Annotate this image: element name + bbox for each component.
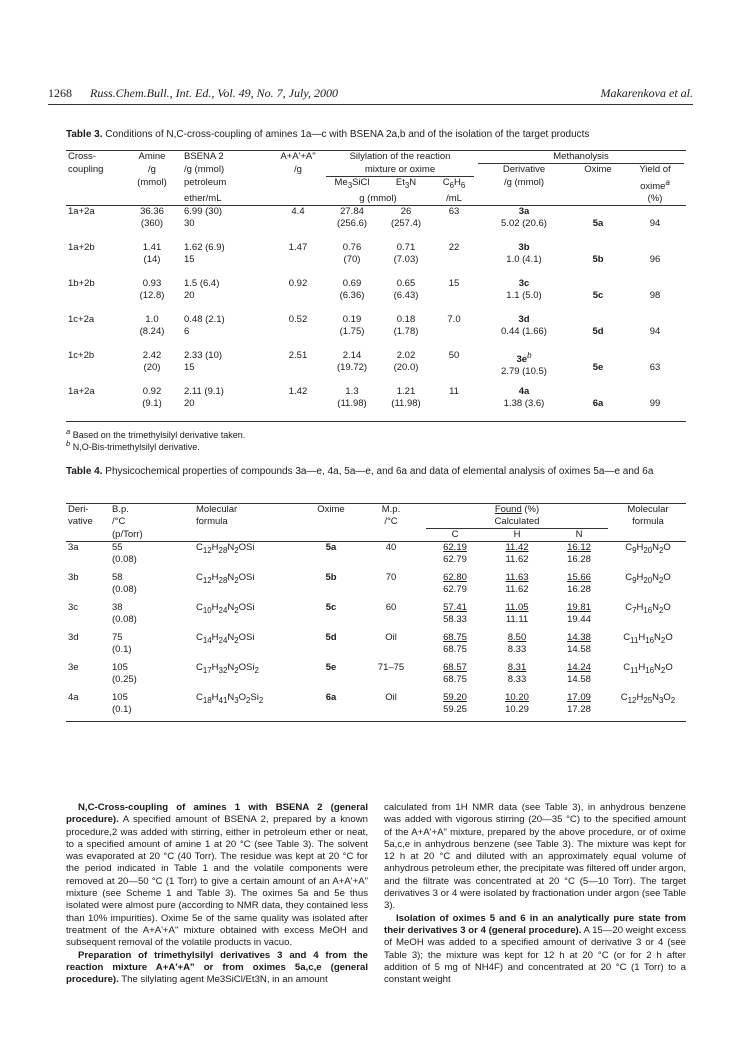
th-yield-3: (%) bbox=[624, 193, 686, 206]
table3-header-row4 bbox=[66, 193, 686, 206]
table4-header-row3 bbox=[66, 529, 686, 542]
th-c6h6: $C_6H_6$ bbox=[442, 177, 466, 190]
th-derivative-2: /g (mmol) bbox=[503, 177, 545, 188]
th-me3sicl: $Me_3SiCl$ bbox=[334, 177, 370, 190]
th-silylation-2: mixture or oxime bbox=[324, 164, 476, 177]
cell4-formula: $C_{12}H_{28}N_2OSi$ bbox=[196, 571, 255, 585]
table4-row bbox=[66, 662, 686, 692]
cell4-formula: $C_{17}H_{32}N_2OSi_2$ bbox=[196, 661, 259, 675]
th4-mp-2: /°C bbox=[384, 516, 398, 527]
cell-amine: 0.93 (12.8) bbox=[139, 277, 165, 301]
cell4-formula: $C_{12}H_{28}N_2OSi$ bbox=[196, 542, 255, 555]
table3-header-row1 bbox=[66, 151, 686, 165]
th-silylation-1: Silylation of the reaction bbox=[324, 151, 476, 165]
cell4-mp: 70 bbox=[385, 571, 397, 583]
cell4-mformula: $C_{11}H_{16}N_2O$ bbox=[623, 631, 673, 645]
th4-mformula-1: Molecular bbox=[610, 504, 686, 517]
cell-et3n: 0.71 (7.03) bbox=[393, 241, 419, 265]
th-yield-1: Yield of bbox=[639, 164, 671, 175]
th4-n: N bbox=[548, 529, 610, 542]
cell4-mp: 60 bbox=[385, 601, 397, 613]
cell-amine: 0.92 (9.1) bbox=[122, 386, 182, 422]
cell-oxime: 5d bbox=[592, 325, 604, 337]
cell4-oxime: 5a bbox=[325, 542, 337, 553]
cell4-n: 19.81 19.44 bbox=[567, 601, 591, 625]
th4-deriv-2: vative bbox=[68, 516, 93, 527]
cell-bsena: 0.48 (2.1) 6 bbox=[184, 313, 225, 337]
cell-me3sicl: 0.19 (1.75) bbox=[339, 313, 365, 337]
text-column-left bbox=[66, 802, 368, 986]
table3-row bbox=[66, 350, 686, 386]
cell-yield: 63 bbox=[649, 361, 661, 373]
table3-label: Table 3. bbox=[66, 129, 103, 140]
cell4-formula: $C_{18}H_{41}N_3O_2Si_2$ bbox=[194, 692, 304, 722]
cell4-h: 11.63 11.62 bbox=[505, 571, 529, 595]
cell-me3sicl: 0.76 (70) bbox=[342, 241, 362, 265]
cell-me3sicl: 2.14 (19.72) bbox=[336, 349, 368, 373]
table4-row bbox=[66, 632, 686, 662]
cell-c6h6: 50 bbox=[448, 349, 460, 361]
paragraph-2: Preparation of trimethylsilyl derivatives 3 and 4 from the reaction mixture A+A'+A" or from oximes 5a,c,e (general procedure). The silylating agent Me3SiCl/Et3N, in an amount bbox=[66, 949, 368, 986]
cell-derivative: 3d 0.44 (1.66) bbox=[501, 313, 547, 337]
cell4-c: 59.20 59.25 bbox=[424, 692, 486, 722]
cell4-oxime: 5e bbox=[325, 661, 337, 673]
cell-aaa: 1.42 bbox=[272, 386, 324, 422]
journal-citation: Russ.Chem.Bull., Int. Ed., Vol. 49, No. 7, July, 2000 bbox=[90, 86, 338, 100]
cell4-bp: 38 (0.08) bbox=[112, 601, 137, 625]
cell4-h: 8.50 8.33 bbox=[507, 631, 527, 655]
cell4-c: 68.75 68.75 bbox=[443, 631, 467, 655]
cell-c6h6: 11 bbox=[432, 386, 476, 422]
table4-caption bbox=[66, 465, 686, 478]
authors: Makarenkova et al. bbox=[600, 86, 693, 100]
cell4-h: 10.20 10.29 bbox=[486, 692, 548, 722]
cell4-c: 62.80 62.79 bbox=[443, 571, 467, 595]
cell-oxime: 6a bbox=[572, 386, 624, 422]
table3-row bbox=[66, 242, 686, 278]
cell-coupling: 1a+2b bbox=[68, 241, 95, 253]
th4-found: Found (%) bbox=[424, 504, 610, 517]
cell-coupling: 1b+2b bbox=[68, 277, 95, 289]
cell4-mformula: $C_9H_{20}N_2O$ bbox=[625, 571, 671, 585]
cell4-n: 14.24 14.58 bbox=[567, 661, 591, 685]
th-et3n: $Et_3N$ bbox=[395, 177, 417, 190]
table4-row bbox=[66, 692, 686, 722]
th-g-mmol: g (mmol) bbox=[324, 193, 432, 206]
th-methanolysis: Methanolysis bbox=[476, 151, 686, 165]
cell4-deriv: 3e bbox=[68, 661, 79, 673]
table3-row bbox=[66, 278, 686, 314]
cell-yield: 99 bbox=[624, 386, 686, 422]
page-number: 1268 bbox=[48, 86, 72, 100]
th4-c: C bbox=[424, 529, 486, 542]
cell4-h: 8.31 8.33 bbox=[507, 661, 527, 685]
table4-body bbox=[66, 542, 686, 722]
cell4-bp: 55 (0.08) bbox=[112, 542, 137, 565]
th4-formula-2: formula bbox=[196, 516, 228, 527]
th4-mp-1: M.p. bbox=[358, 504, 424, 517]
table4-caption-text: Physicochemical properties of compounds 3a—e, 4a, 5a—e, and 6a and data of elemental analysis of oximes 5a—e and 6a bbox=[105, 466, 654, 477]
cell-et3n: 0.18 (1.78) bbox=[393, 313, 419, 337]
cell4-n: 17.09 17.28 bbox=[548, 692, 610, 722]
cell-oxime: 5e bbox=[592, 361, 604, 373]
paragraph-1: N,C-Cross-coupling of amines 1 with BSENA 2 (general procedure). A specified amount of BSENA 2, prepared by a known procedure,2 was added with stirring, either in petroleum ether or neat, to a specified amount of amine 1 at 20 °C (see Table 3). The solvent was evaporated at 20 °C (40 Torr). The residue was kept at 20 °C for the period indicated in Table 1 and the volatile components were removed at 20—50 °C (1 Torr) to give a certain amount of an A+A'+A" mixture (see Scheme 1 and Table 3). The oximes 5a and 5e thus isolated were almost pure (according to NMR data, they contained less than 10% impurities). Oxime 5e of the same quality was isolated after treatment of the A+A'+A" mixture obtained with excess MeOH and subsequent removal of the volatile products in vacuo. bbox=[66, 802, 368, 949]
table4-row bbox=[66, 542, 686, 572]
table3-body bbox=[66, 206, 686, 422]
th-bsena-2: /g (mmol) bbox=[184, 164, 225, 175]
cell-bsena: 2.33 (10) 15 bbox=[184, 349, 223, 373]
cell4-mp: Oil bbox=[385, 631, 397, 643]
cell4-deriv: 3d bbox=[68, 631, 79, 643]
table3-row bbox=[66, 386, 686, 422]
th4-formula-1: Molecular bbox=[194, 504, 304, 517]
cell-et3n: 1.21 (11.98) bbox=[380, 386, 432, 422]
cell4-c: 62.19 62.79 bbox=[443, 542, 467, 565]
cell4-mp: Oil bbox=[358, 692, 424, 722]
th4-bp-2: /°C bbox=[112, 516, 126, 527]
th4-bp-3: (p/Torr) bbox=[110, 529, 194, 542]
cell-bsena: 2.11 (9.1) 20 bbox=[182, 386, 272, 422]
paragraph-2-cont: calculated from 1H NMR data (see Table 3), in anhydrous benzene was added with vigorous stirring (20—35 °C) to the specified amount of the A+A'+A" mixture, prepared by the above procedure, or of oxime 5a,c,e in anhydrous benzene (see Table 3). The mixture was kept for 12 h at 20 °C and diluted with an approximately equal volume of anhydrous petroleum ether, the precipitate was filtered off under argon, and the filtrate was concentrated at 20 °C (5—10 Torr). The target derivatives 3 or 4 were isolated by fractionation under argon (see Table 3). bbox=[384, 802, 686, 912]
cell-aaa: 0.52 bbox=[288, 313, 308, 325]
cell-derivative: 3a 5.02 (20.6) bbox=[501, 206, 547, 230]
table4-row bbox=[66, 572, 686, 602]
table4-row bbox=[66, 602, 686, 632]
th-amine-3: (mmol) bbox=[137, 177, 167, 188]
th-amine-2: /g bbox=[148, 164, 156, 175]
th-aaa-2: /g bbox=[294, 164, 302, 175]
cell4-oxime: 5b bbox=[325, 571, 337, 583]
cell-amine: 2.42 (20) bbox=[142, 349, 162, 373]
cell-coupling: 1a+2a bbox=[68, 206, 95, 218]
th-bsena-1: BSENA 2 bbox=[182, 151, 272, 165]
cell-et3n: 26 (257.4) bbox=[390, 206, 422, 230]
th-aaa-1: A+A'+A" bbox=[272, 151, 324, 165]
cell-aaa: 0.92 bbox=[288, 277, 308, 289]
cell4-h: 11.05 11.11 bbox=[505, 601, 529, 625]
table4-label: Table 4. bbox=[66, 466, 103, 477]
cell-aaa: 1.47 bbox=[288, 241, 308, 253]
th4-deriv-1: Deri- bbox=[66, 504, 110, 517]
cell4-mp: 40 bbox=[385, 542, 397, 553]
cell4-mformula: $C_9H_{20}N_2O$ bbox=[625, 542, 671, 555]
th-coupling-2: coupling bbox=[68, 164, 104, 175]
cell4-deriv: 3a bbox=[68, 542, 79, 553]
th4-h: H bbox=[486, 529, 548, 542]
cell4-bp: 105 (0.25) bbox=[112, 661, 137, 685]
table4-header-row1 bbox=[66, 504, 686, 517]
cell-c6h6: 22 bbox=[448, 241, 460, 253]
cell-derivative: 3b 1.0 (4.1) bbox=[506, 241, 542, 265]
cell-derivative: 4a 1.38 (3.6) bbox=[476, 386, 572, 422]
cell-derivative: 3c 1.1 (5.0) bbox=[506, 277, 542, 301]
cell-c6h6: 15 bbox=[448, 277, 460, 289]
cell-amine: 1.0 (8.24) bbox=[139, 313, 165, 337]
th4-calculated: Calculated bbox=[424, 516, 610, 529]
cell-coupling: 1c+2a bbox=[68, 313, 95, 325]
th4-mformula-2: formula bbox=[632, 516, 664, 527]
cell-coupling: 1c+2b bbox=[68, 349, 95, 361]
cell-me3sicl: 27.84 (256.6) bbox=[336, 206, 368, 230]
cell-amine: 1.41 (14) bbox=[142, 241, 162, 265]
cell4-bp: 75 (0.1) bbox=[112, 631, 132, 655]
table3-footnote-a: $^a$ Based on the trimethylsilyl derivative taken. bbox=[66, 427, 246, 440]
cell-bsena: 1.5 (6.4) 20 bbox=[184, 277, 220, 301]
cell4-c: 57.41 58.33 bbox=[443, 601, 467, 625]
cell-yield: 96 bbox=[649, 253, 661, 265]
cell4-mformula: $C_7H_{16}N_2O$ bbox=[625, 601, 671, 615]
cell-me3sicl: 1.3 (11.98) bbox=[324, 386, 380, 422]
table3-row bbox=[66, 206, 686, 242]
cell-et3n: 0.65 (6.43) bbox=[393, 277, 419, 301]
cell4-deriv: 3c bbox=[68, 601, 79, 613]
th-coupling-1: Cross- bbox=[66, 151, 122, 165]
cell4-oxime: 5d bbox=[325, 631, 337, 643]
th4-bp-1: B.p. bbox=[110, 504, 194, 517]
th4-oxime: Oxime bbox=[304, 504, 358, 517]
th-ml: /mL bbox=[432, 193, 476, 206]
cell-oxime: 5a bbox=[592, 218, 604, 230]
cell-aaa: 2.51 bbox=[288, 349, 308, 361]
cell4-n: 16.12 16.28 bbox=[567, 542, 591, 565]
table3-header-row2 bbox=[66, 164, 686, 177]
table3-caption bbox=[66, 128, 686, 141]
cell-yield: 94 bbox=[649, 218, 661, 230]
header-rule bbox=[48, 104, 693, 105]
cell4-formula: $C_{14}H_{24}N_2OSi$ bbox=[196, 631, 255, 645]
cell4-formula: $C_{10}H_{24}N_2OSi$ bbox=[196, 601, 255, 615]
cell-et3n: 2.02 (20.0) bbox=[393, 349, 419, 373]
th-bsena-4: ether/mL bbox=[182, 193, 272, 206]
th-derivative-1: Derivative bbox=[502, 164, 546, 175]
cell4-deriv: 3b bbox=[68, 571, 79, 583]
th-yield-2: oxime$^a$ bbox=[640, 178, 670, 193]
table3-footnote-b: $^b$ N,O-Bis-trimethylsilyl derivative. bbox=[66, 439, 200, 452]
cell4-bp: 58 (0.08) bbox=[112, 571, 137, 595]
table3-header-row3 bbox=[66, 177, 686, 193]
table4 bbox=[66, 503, 686, 722]
cell-oxime: 5c bbox=[592, 289, 604, 301]
cell-me3sicl: 0.69 (6.36) bbox=[339, 277, 365, 301]
cell4-oxime: 5c bbox=[325, 601, 337, 613]
table4-header-row2 bbox=[66, 516, 686, 529]
cell-bsena: 6.99 (30) 30 bbox=[184, 206, 223, 230]
cell-bsena: 1.62 (6.9) 15 bbox=[184, 241, 225, 265]
cell-amine: 36.36 (360) bbox=[140, 206, 164, 230]
cell4-mp: 71–75 bbox=[377, 661, 405, 673]
cell-aaa: 4.4 bbox=[291, 206, 305, 218]
cell4-h: 11.42 11.62 bbox=[505, 542, 529, 565]
paragraph-3: Isolation of oximes 5 and 6 in an analytically pure state from their derivatives 3 or 4 (general procedure). A 15—20 weight excess of MeOH was added to a specified amount of derivative 3 or 4 (see Table 3); the mixture was kept for 12 h at 20 °C (or for 2 h after addition of 5 mg of NH4F) and concentrated at 20 °C (1 Torr) to a constant weight bbox=[384, 912, 686, 986]
cell-c6h6: 63 bbox=[448, 206, 460, 218]
cell4-bp: 105 (0.1) bbox=[110, 692, 194, 722]
cell4-c: 68.57 68.75 bbox=[443, 661, 467, 685]
cell4-oxime: 6a bbox=[304, 692, 358, 722]
cell4-mformula: $C_{11}H_{16}N_2O$ bbox=[623, 661, 673, 675]
th-oxime: Oxime bbox=[584, 164, 612, 175]
table3-row bbox=[66, 314, 686, 350]
cell-oxime: 5b bbox=[592, 253, 604, 265]
cell-coupling: 1a+2a bbox=[66, 386, 122, 422]
cell-derivative: $3e^b$ 2.79 (10.5) bbox=[501, 350, 547, 377]
cell4-n: 15.66 16.28 bbox=[567, 571, 591, 595]
table3 bbox=[66, 150, 686, 422]
cell-c6h6: 7.0 bbox=[447, 313, 461, 325]
th-bsena-3: petroleum bbox=[184, 177, 227, 188]
table3-caption-text: Conditions of N,C-cross-coupling of amines 1a—c with BSENA 2a,b and of the isolation of the target products bbox=[105, 129, 590, 140]
cell4-mformula: $C_{12}H_{25}N_3O_2$ bbox=[610, 692, 686, 722]
cell-yield: 94 bbox=[649, 325, 661, 337]
cell-yield: 98 bbox=[649, 289, 661, 301]
cell4-n: 14.38 14.58 bbox=[567, 631, 591, 655]
th-amine-1: Amine bbox=[122, 151, 182, 165]
text-column-right bbox=[384, 802, 686, 986]
cell4-deriv: 4a bbox=[66, 692, 110, 722]
